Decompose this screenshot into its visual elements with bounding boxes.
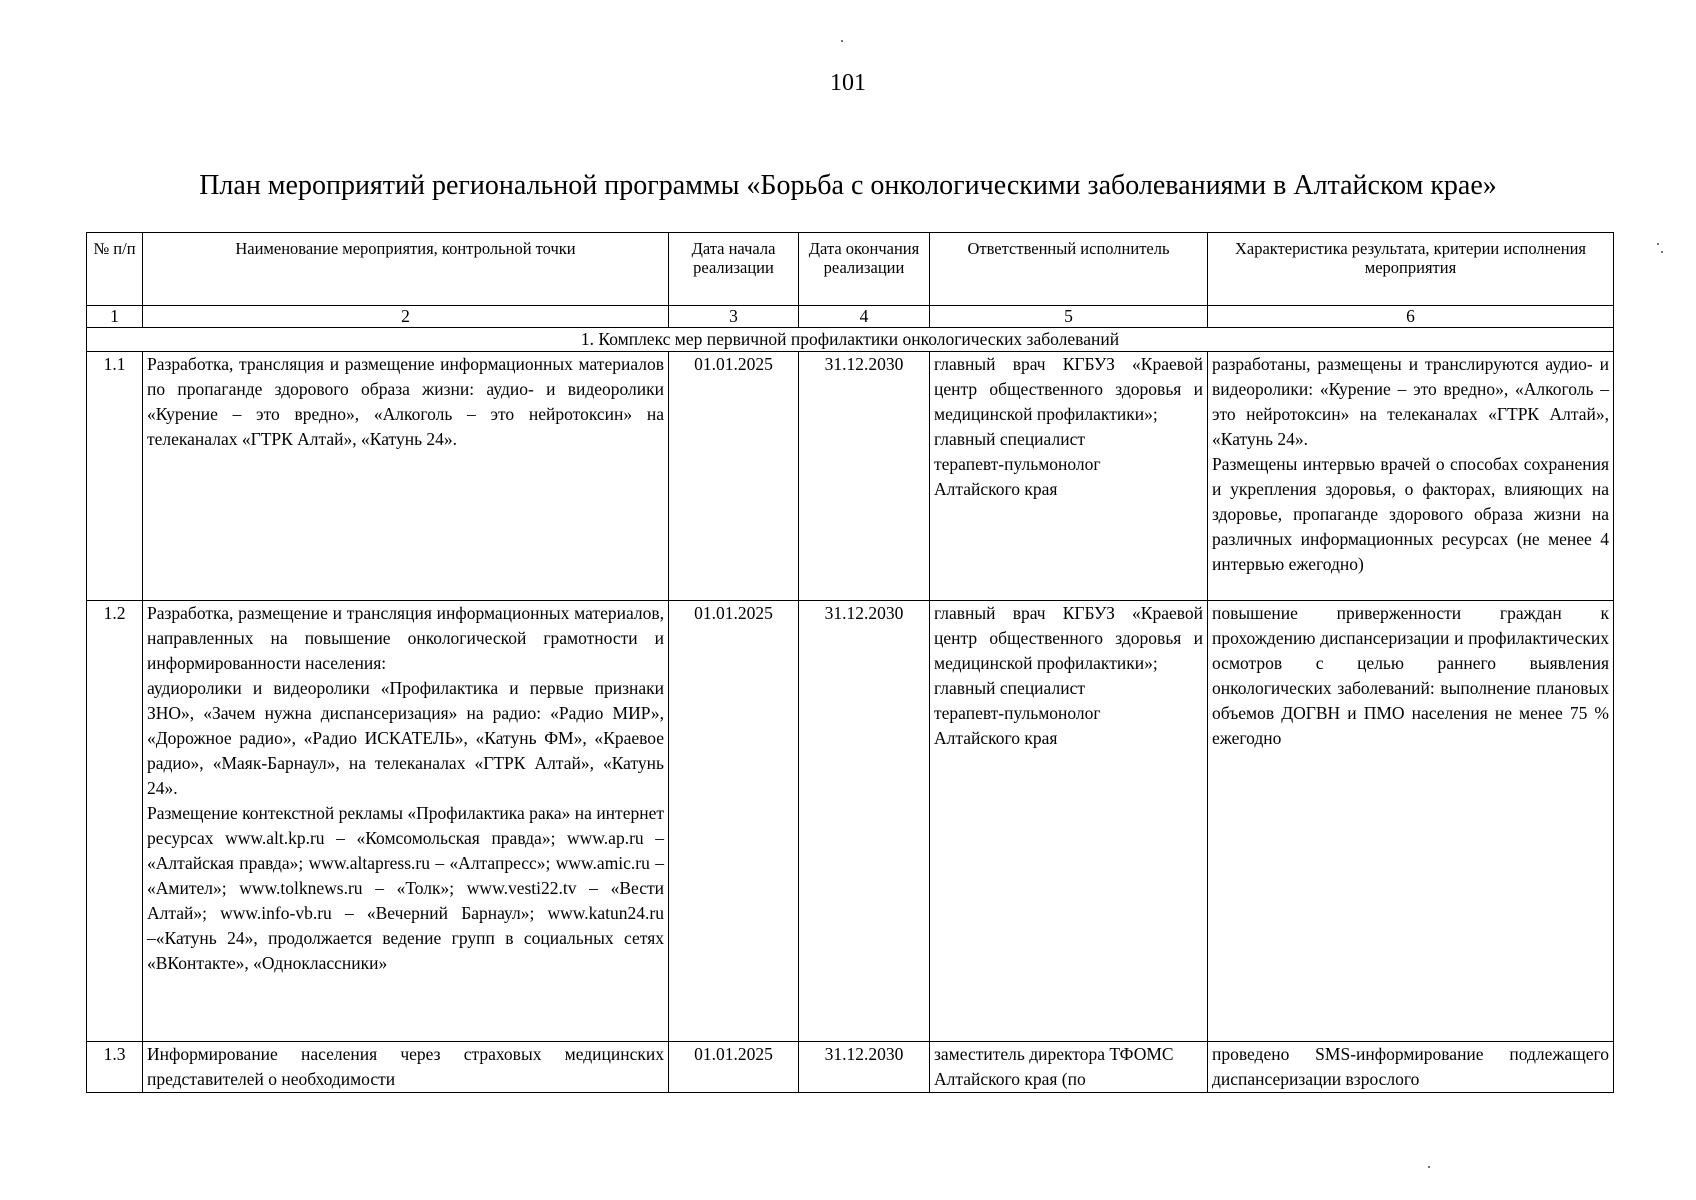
start-date: 01.01.2025 <box>669 1042 799 1093</box>
header-end-date: Дата окончания реализации <box>799 233 930 306</box>
column-number: 2 <box>143 306 669 328</box>
result: проведено SMS-информирование подлежащего диспансеризации взрослого <box>1208 1042 1614 1093</box>
activity-name: Информирование населения через страховых медицинских представителей о необходимости <box>143 1042 669 1093</box>
column-number: 1 <box>87 306 143 328</box>
table-row <box>87 601 1614 1042</box>
header-executor: Ответственный исполнитель <box>930 233 1208 306</box>
end-date: 31.12.2030 <box>799 601 930 1042</box>
header-result: Характеристика результата, критерии исполнения мероприятия <box>1208 233 1614 306</box>
end-date: 31.12.2030 <box>799 352 930 601</box>
start-date: 01.01.2025 <box>669 352 799 601</box>
plan-table <box>86 232 1614 1093</box>
column-number: 6 <box>1208 306 1614 328</box>
row-number: 1.2 <box>87 601 143 1042</box>
executor: главный врач КГБУЗ «Краевой центр общественного здоровья и медицинской профилактики»; главный специалист терапевт-пульмонолог Алтайского края <box>930 601 1208 1042</box>
section-title: 1. Комплекс мер первичной профилактики онкологических заболеваний <box>87 328 1614 352</box>
table-row <box>87 352 1614 601</box>
table-row <box>87 1042 1614 1093</box>
activity-name: Разработка, трансляция и размещение информационных материалов по пропаганде здорового образа жизни: аудио- и видеоролики «Курение – это вредно», «Алкоголь – это нейротоксин» на телеканалах «ГТРК Алтай», «Катунь 24». <box>143 352 669 601</box>
header-number: № п/п <box>87 233 143 306</box>
section-row <box>87 328 1614 352</box>
end-date: 31.12.2030 <box>799 1042 930 1093</box>
document-title: План мероприятий региональной программы «Борьба с онкологическими заболеваниями в Алтайском крае» <box>199 170 1497 201</box>
result: разработаны, размещены и транслируются аудио- и видеоролики: «Курение – это вредно», «Алкоголь – это нейротоксин» на телеканалах «ГТРК Алтай», «Катунь 24». Размещены интервью врачей о способах сохранения и укрепления здоровья, о факторах, влияющих на здоровье, пропаганде здорового образа жизни на различных информационных ресурсах (не менее 4 интервью ежегодно) <box>1208 352 1614 601</box>
header-name: Наименование мероприятия, контрольной точки <box>143 233 669 306</box>
row-number: 1.3 <box>87 1042 143 1093</box>
column-number: 5 <box>930 306 1208 328</box>
start-date: 01.01.2025 <box>669 601 799 1042</box>
executor: заместитель директора ТФОМС Алтайского края (по <box>930 1042 1208 1093</box>
table-header-row <box>87 233 1614 306</box>
activity-name: Разработка, размещение и трансляция информационных материалов, направленных на повышение онкологической грамотности и информированности населения: аудиоролики и видеоролики «Профилактика и первые признаки ЗНО», «Зачем нужна диспансеризация» на радио: «Радио МИР», «Дорожное радио», «Радио ИСКАТЕЛЬ», «Катунь ФМ», «Краевое радио», «Маяк-Барнаул», на телеканалах «ГТРК Алтай», «Катунь 24». Размещение контекстной рекламы «Профилактика рака» на интернет ресурсах www.alt.kp.ru – «Комсомольская правда»; www.ap.ru – «Алтайская правда»; www.altapress.ru – «Алтапресс»; www.amic.ru – «Амител»; www.tolknews.ru – «Толк»; www.vesti22.tv – «Вести Алтай»; www.info-vb.ru – «Вечерний Барнаул»; www.katun24.ru –«Катунь 24», продолжается ведение групп в социальных сетях «ВКонтакте», «Одноклассники» <box>143 601 669 1042</box>
header-start-date: Дата начала реализации <box>669 233 799 306</box>
row-number: 1.1 <box>87 352 143 601</box>
column-numbers-row <box>87 306 1614 328</box>
executor: главный врач КГБУЗ «Краевой центр общественного здоровья и медицинской профилактики»; главный специалист терапевт-пульмонолог Алтайского края <box>930 352 1208 601</box>
page-number: 101 <box>830 70 866 96</box>
column-number: 3 <box>669 306 799 328</box>
result: повышение приверженности граждан к прохождению диспансеризации и профилактических осмотров с целью раннего выявления онкологических заболеваний: выполнение плановых объемов ДОГВН и ПМО населения не менее 75 % ежегодно <box>1208 601 1614 1042</box>
column-number: 4 <box>799 306 930 328</box>
